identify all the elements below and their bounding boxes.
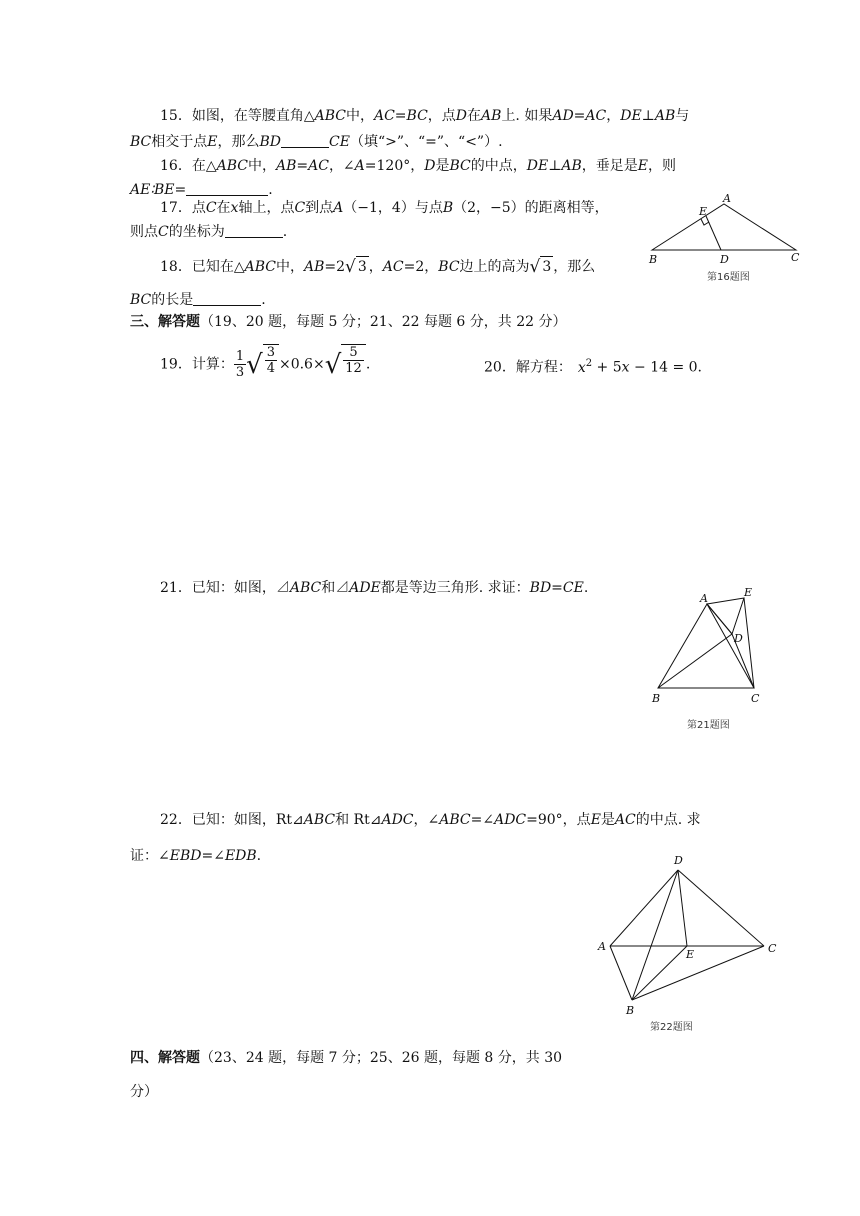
- q17-answer-blank[interactable]: [225, 223, 283, 238]
- fig21-triangle-ade: [707, 598, 744, 634]
- q20-text: − 14 = 0: [629, 359, 698, 376]
- q17-a: A: [333, 200, 344, 216]
- q16-bc: BC: [449, 158, 471, 174]
- q18-text: 的长是: [151, 292, 194, 308]
- fig22-label-e: E: [686, 948, 695, 961]
- q15-ce: CE: [329, 134, 350, 150]
- q19-expression: [160, 344, 370, 385]
- q19-end: .: [365, 356, 371, 373]
- q22-end: .: [256, 848, 262, 864]
- q22-ebd: EBD: [169, 848, 202, 864]
- q21-text: 已知：如图，⊿: [191, 580, 290, 596]
- q20-end: .: [697, 359, 702, 376]
- q22-adc: ADC: [494, 812, 527, 828]
- q22-text: =90°，点: [526, 812, 591, 828]
- q15-number: 15．: [160, 108, 192, 124]
- q15-bd: BD: [259, 134, 282, 150]
- q20-label: 20．解方程：: [484, 359, 572, 376]
- q16-text: 在△: [191, 158, 217, 174]
- section-4-heading: [130, 1048, 562, 1068]
- fig16-label-e: E: [699, 205, 708, 218]
- q18-radicand: 3: [356, 256, 369, 277]
- q17-text: 点: [191, 200, 206, 216]
- q17-number: 17．: [160, 200, 192, 216]
- q17-text: 的坐标为: [168, 224, 225, 240]
- fig22-segment-be: [632, 946, 687, 1000]
- fig22-label-c: C: [768, 942, 777, 955]
- fig22-caption: 第22题图: [650, 1022, 693, 1033]
- q16-line1: [160, 156, 676, 176]
- section-4-title: 四、解答题: [130, 1050, 200, 1066]
- q19-mid: ×0.6×: [278, 356, 325, 373]
- fig16-label-d: D: [720, 253, 729, 266]
- q22-text: ，∠: [413, 812, 440, 828]
- q22-abc: ABC: [439, 812, 471, 828]
- q22-text: 和 Rt⊿: [335, 812, 382, 828]
- q18-ab: AB: [303, 259, 325, 275]
- q17-text: （−1，4）与点: [343, 200, 443, 216]
- q21-text: 都是等边三角形. 求证：: [380, 580, 530, 596]
- q17-text: （2，−5）的距离相等，: [453, 200, 609, 216]
- fig21-caption: 第21题图: [687, 720, 730, 731]
- fig21-label-b: B: [652, 692, 661, 705]
- q15-deab: DE⊥AB: [620, 108, 676, 124]
- q18-text: 中，: [275, 259, 304, 275]
- q22-e: E: [590, 812, 601, 828]
- q15-answer-blank[interactable]: [281, 133, 329, 148]
- fig22-label-a: A: [598, 940, 606, 953]
- q16-aebe: AE∶BE=: [130, 182, 187, 198]
- q21-number: 21．: [160, 580, 192, 596]
- fraction-numerator: 5: [343, 345, 364, 361]
- q15-d: D: [455, 108, 468, 124]
- q17-c: C: [294, 200, 306, 216]
- q21-line1: [160, 578, 588, 598]
- q15-line1: [160, 106, 689, 126]
- q18-bc: BC: [438, 259, 460, 275]
- q16-abc: ABC: [216, 158, 248, 174]
- q18-radicand: 3: [540, 256, 553, 277]
- fig22-segment-bc: [632, 946, 764, 1000]
- fraction-numerator: 3: [266, 345, 275, 360]
- section-4-note: 分）: [130, 1084, 158, 1100]
- fig21-triangle-abc: [658, 604, 754, 688]
- q16-abac: AB=AC: [275, 158, 329, 174]
- q18-line2: [130, 290, 266, 310]
- q15-e: E: [207, 134, 218, 150]
- fig16-segment-de: [706, 216, 721, 250]
- fraction-denominator: 4: [266, 361, 275, 376]
- section-3-heading: [130, 312, 567, 332]
- q22-text: =∠: [470, 812, 495, 828]
- q16-text: 的中点，: [470, 158, 527, 174]
- fraction-denominator: 3: [235, 365, 245, 380]
- figure-22: [592, 852, 782, 1034]
- q19-fraction-1-3: [234, 349, 246, 380]
- q16-e: E: [637, 158, 648, 174]
- q16-line2: [130, 180, 273, 200]
- q22-abc: ABC: [303, 812, 336, 828]
- q15-text: ，: [606, 108, 621, 124]
- fig21-segment-ad: [707, 604, 732, 634]
- q19-sqrt-5-12: √ $\frac{5}{12}$: [325, 344, 366, 385]
- q22-text: 已知：如图，Rt⊿: [191, 812, 304, 828]
- q18-end: .: [261, 292, 266, 308]
- fig22-label-d: D: [674, 854, 683, 867]
- section-3-note: （19、20 题，每题 5 分；21、22 每题 6 分，共 22 分）: [200, 314, 567, 330]
- q15-text: 如图，在等腰直角△: [191, 108, 315, 124]
- q22-line1: [160, 810, 701, 830]
- q19-sqrt-3-4: √ $\frac{3}{4}$: [246, 344, 279, 385]
- fig22-label-b: B: [626, 1004, 635, 1017]
- q18-text: =2: [324, 259, 346, 275]
- q17-end: .: [282, 224, 288, 240]
- q17-c: C: [158, 224, 169, 240]
- q18-text: ，: [368, 259, 383, 275]
- fig22-segment-dc: [678, 870, 764, 946]
- q21-bdce: BD=CE: [529, 580, 584, 596]
- q15-line2: [130, 132, 503, 152]
- fig22-segment-de: [678, 870, 687, 946]
- q22-line2: [130, 846, 261, 866]
- q15-text: 与: [675, 108, 690, 124]
- q15-acbc: AC=BC: [373, 108, 428, 124]
- fraction-denominator: 12: [345, 361, 362, 376]
- q17-text: 到点: [305, 200, 334, 216]
- q17-x: x: [230, 200, 239, 216]
- q21-ade: ADE: [349, 580, 381, 596]
- q22-text: 的中点. 求: [635, 812, 701, 828]
- q17-line2: [130, 222, 287, 242]
- q18-text: ，那么: [553, 259, 596, 275]
- q20-x: x: [577, 359, 586, 376]
- q15-text: 中，: [345, 108, 374, 124]
- fig16-triangle: [652, 204, 796, 250]
- q15-text: ，点: [427, 108, 456, 124]
- fig16-label-c: C: [791, 251, 800, 264]
- q18-text: 边上的高为: [459, 259, 530, 275]
- section-4-note: （23、24 题，每题 7 分；25、26 题，每题 8 分，共 30: [200, 1050, 563, 1066]
- q20-exponent: 2: [585, 358, 593, 369]
- q22-adc: ADC: [381, 812, 414, 828]
- q22-edb: EDB: [224, 848, 257, 864]
- fig22-segment-ad: [610, 870, 678, 946]
- q17-text: 则点: [130, 224, 158, 240]
- q18-ac: AC: [382, 259, 404, 275]
- fig22-segment-bd: [632, 870, 678, 1000]
- q15-adac: AD=AC: [552, 108, 607, 124]
- q18-bc: BC: [130, 292, 152, 308]
- q15-bc: BC: [130, 134, 152, 150]
- fig16-label-a: A: [723, 192, 731, 205]
- q21-abc: ABC: [289, 580, 322, 596]
- q22-text: =∠: [201, 848, 225, 864]
- q16-deab: DE⊥AB: [526, 158, 582, 174]
- q20-text: + 5: [592, 359, 622, 376]
- section-3-title: 三、解答题: [130, 314, 200, 330]
- q16-text: 中，: [247, 158, 276, 174]
- q20-equation: [484, 354, 702, 378]
- q21-text: 和⊿: [321, 580, 350, 596]
- q15-text: ，那么: [217, 134, 260, 150]
- q15-text: 在: [467, 108, 482, 124]
- q16-number: 16．: [160, 158, 192, 174]
- q16-text: ，∠: [328, 158, 355, 174]
- fig21-label-a: A: [700, 592, 708, 605]
- figure-21: [640, 582, 772, 738]
- q15-text: 相交于点: [151, 134, 208, 150]
- fig16-caption: 第16题图: [707, 272, 750, 283]
- q17-line1: [160, 198, 609, 218]
- q16-text: 是: [435, 158, 450, 174]
- q18-text: 已知在△: [191, 259, 245, 275]
- q17-text: 在: [216, 200, 231, 216]
- q15-text: （填“>”、“=”、“<”）.: [349, 134, 503, 150]
- fig21-label-d: D: [734, 632, 743, 645]
- fraction-numerator: 1: [235, 349, 245, 364]
- q15-abc: ABC: [314, 108, 346, 124]
- q16-text: =120°，: [364, 158, 425, 174]
- q16-a: A: [354, 158, 365, 174]
- q16-answer-blank[interactable]: [186, 181, 268, 196]
- q18-number: 18．: [160, 259, 192, 275]
- q21-end: .: [583, 580, 589, 596]
- fig22-segment-ab: [610, 946, 632, 1000]
- q16-text: ，则: [648, 158, 676, 174]
- q17-c: C: [205, 200, 217, 216]
- q19-label: 19．计算：: [160, 356, 234, 373]
- q18-sqrt3: √ 3: [345, 257, 367, 277]
- q15-ab: AB: [481, 108, 502, 124]
- q18-text: =2，: [403, 259, 439, 275]
- q18-abc: ABC: [244, 259, 276, 275]
- q22-text: 证：∠: [130, 848, 170, 864]
- section-4-heading-cont: [130, 1082, 158, 1102]
- q17-b: B: [442, 200, 454, 216]
- q22-text: 是: [600, 812, 615, 828]
- q18-sqrt3-height: √ 3: [529, 257, 552, 277]
- fig16-label-b: B: [649, 253, 658, 266]
- q18-answer-blank[interactable]: [193, 291, 261, 306]
- q20-x: x: [621, 359, 630, 376]
- q16-d: D: [424, 158, 436, 174]
- fig21-label-c: C: [751, 692, 760, 705]
- q15-text: 上. 如果: [501, 108, 553, 124]
- q16-end: .: [268, 182, 273, 198]
- q17-text: 轴上，点: [238, 200, 295, 216]
- q22-number: 22．: [160, 812, 192, 828]
- fig21-label-e: E: [744, 586, 753, 599]
- q22-ac: AC: [614, 812, 636, 828]
- q18-line1: [160, 254, 595, 280]
- figure-16: [640, 190, 812, 286]
- q16-text: ，垂足是: [581, 158, 638, 174]
- fig21-segment-bd: [658, 634, 732, 688]
